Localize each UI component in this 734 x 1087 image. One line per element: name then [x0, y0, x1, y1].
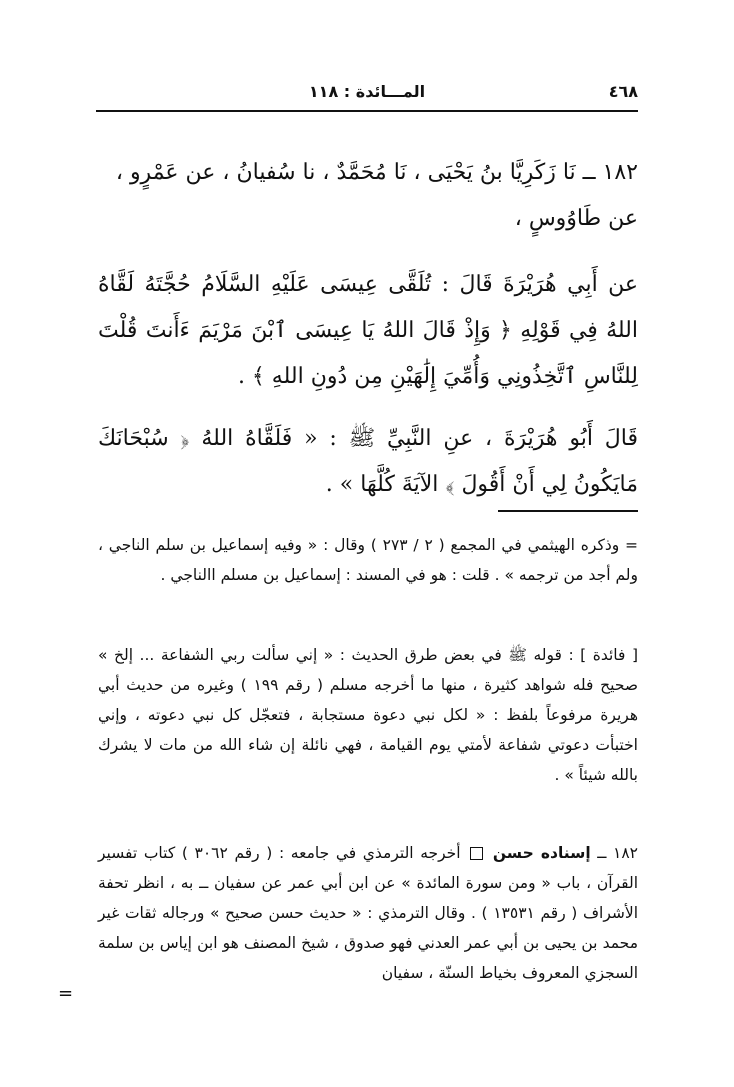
footnote-continuation: = وذكره الهيثمي في المجمع ( ٢ / ٢٧٣ ) وقال : « وفيه إسماعيل بن سلم الناجي ، ولم أجد من ترجمه » . قلت : هو في المسند : إسماعيل بن مسلم االناجي . — [98, 536, 638, 584]
isnad-line-2: عن طَاوُوسٍ ، — [514, 206, 638, 231]
hadith-matn-paragraph-1: عن أَبِي هُرَيْرَةَ قَالَ : تُلَقَّى عِيسَى عَلَيْهِ السَّلَامُ حُجَّتَهُ لَقَّاهُ اللهُ فِي قَوْلِهِ ﴿ وَإِذْ قَالَ اللهُ يَا عِيسَى ٱبْنَ مَرْيَمَ ءَأَنتَ قُلْتَ لِلنَّاسِ ٱتَّخِذُونِي وَأُمِّيَ إِلَٰهَيْنِ مِن دُونِ اللهِ ﴾ . — [98, 272, 638, 389]
page-number: ٤٦٨ — [608, 82, 638, 101]
square-marker-icon — [470, 847, 483, 860]
page-header — [96, 82, 638, 112]
takhrij-grade: إسناده حسن — [492, 844, 591, 862]
continuation-mark: = — [58, 983, 74, 1004]
footnote-takhrij — [98, 838, 638, 988]
surah-reference: المـــائدة : ١١٨ — [308, 82, 426, 101]
footnote-separator — [498, 510, 638, 512]
hadith-matn-paragraph-2: قَالَ أَبُو هُرَيْرَةَ ، عنِ النَّبِيِّ ﷺ : « فَلَقَّاهُ اللهُ ﴿ سُبْحَانَكَ مَايَكُونُ لِي أَنْ أَقُولَ ﴾ الآيَةَ كُلَّهَا » . — [98, 426, 638, 497]
takhrij-number: ١٨٢ ــ — [597, 844, 638, 862]
takhrij-text: أخرجه الترمذي في جامعه : ( رقم ٣٠٦٢ ) كتاب تفسير القرآن ، باب « ومن سورة المائدة » عن ابن أبي عمر عن سفيان ــ به ، انظر تحفة الأشراف ( رقم ١٣٥٣١ ) . وقال الترمذي : « حديث حسن صحيح » ورجاله ثقات غير محمد بن يحيى بن أبي عمر العدني فهو صدوق ، شيخ المصنف هو ابن إياس بن سلمة السجزي المعروف بخياط السنّة ، سفيان — [98, 844, 639, 982]
footnote-faida: [ فائدة ] : قوله ﷺ في بعض طرق الحديث : « إني سألت ربي الشفاعة ... إلخ » صحيح فله شواهد كثيرة ، منها ما أخرجه مسلم ( رقم ١٩٩ ) وغيره من حديث أبي هريرة مرفوعاً بلفظ : « لكل نبي دعوة مستجابة ، فتعجّل كل نبي دعوته ، وإني اختبأت دعوتي شفاعة لأمتي يوم القيامة ، فهي نائلة إن شاء الله من مات لا يشرك بالله شيئاً » . — [98, 646, 638, 784]
hadith-isnad — [98, 150, 638, 242]
isnad-line-1: ١٨٢ ــ نَا زَكَرِيَّا بنُ يَحْيَى ، نَا مُحَمَّدٌ ، نا سُفيانُ ، عن عَمْرٍو ، — [115, 160, 638, 185]
